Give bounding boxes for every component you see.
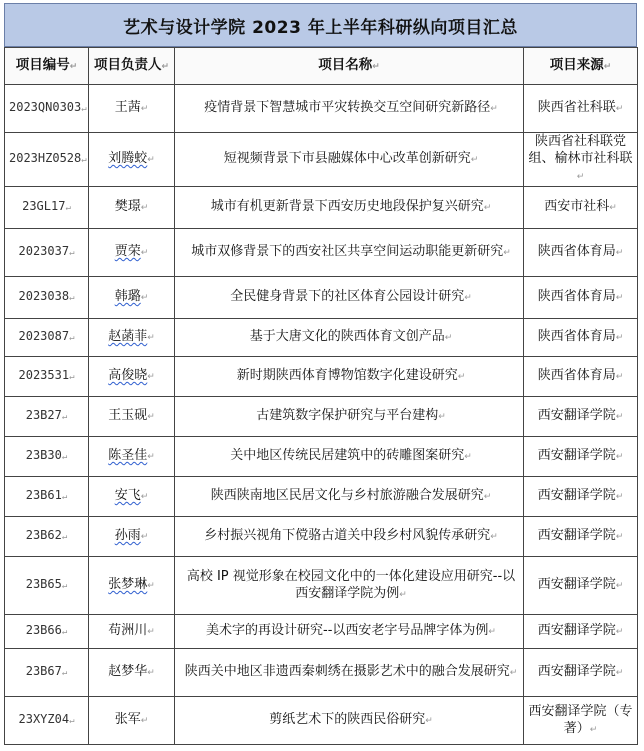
source-text: 陕西省体育局: [537, 368, 616, 383]
leader-text: 孙雨: [114, 528, 141, 543]
paragraph-mark-icon: ↵: [615, 248, 624, 258]
project-code-cell: [5, 133, 89, 187]
paragraph-mark-icon: ↵: [61, 412, 68, 422]
project-leader-cell: [89, 397, 175, 437]
paragraph-mark-icon: ↵: [615, 333, 624, 343]
name-text: 乡村振兴视角下傥骆古道关中段乡村风貌传承研究: [204, 528, 491, 543]
name-text: 剪纸艺术下的陕西民俗研究: [269, 712, 426, 727]
code-text: 2023HZ0528: [9, 151, 82, 165]
project-code-cell: [5, 477, 89, 517]
leader-text: 苟洲川: [108, 623, 148, 638]
project-name-cell: [175, 437, 524, 477]
project-name-cell: [175, 649, 524, 697]
paragraph-mark-icon: ↵: [81, 104, 87, 114]
source-text: 西安翻译学院: [537, 448, 616, 463]
paragraph-mark-icon: ↵: [615, 627, 624, 637]
source-text: 陕西省体育局: [537, 244, 616, 259]
paragraph-mark-icon: ↵: [147, 412, 155, 422]
source-text: 陕西省社科联党组、榆林市社科联: [528, 134, 633, 166]
table-row: [5, 187, 638, 229]
project-leader-cell: [89, 517, 175, 557]
table-row: [5, 517, 638, 557]
table-body: [5, 85, 638, 745]
project-source-cell: [524, 615, 638, 649]
code-text: 23B67: [25, 664, 62, 678]
project-leader-cell: [89, 133, 175, 187]
leader-text: 樊璟: [114, 199, 141, 214]
paragraph-mark-icon: ↵: [615, 532, 624, 542]
project-source-cell: [524, 357, 638, 397]
name-text: 疫情背景下智慧城市平灾转换交互空间研究新路径: [204, 100, 491, 115]
name-text: 关中地区传统民居建筑中的砖雕图案研究: [230, 448, 465, 463]
table-row: [5, 319, 638, 357]
leader-text: 王玉砚: [108, 408, 148, 423]
project-source-cell: [524, 277, 638, 319]
project-leader-cell: [89, 477, 175, 517]
paragraph-mark-icon: ↵: [438, 412, 446, 422]
paragraph-mark-icon: ↵: [140, 293, 149, 303]
paragraph-mark-icon: ↵: [69, 333, 75, 343]
name-text: 城市有机更新背景下西安历史地段保护复兴研究: [210, 199, 484, 214]
paragraph-mark-icon: ↵: [615, 452, 624, 462]
name-text: 高校 IP 视觉形象在校园文化中的一体化建设应用研究--以西安翻译学院为例: [186, 568, 516, 601]
paragraph-mark-icon: ↵: [69, 248, 75, 258]
code-text: 2023QN0303: [9, 100, 82, 114]
paragraph-mark-icon: ↵: [61, 668, 68, 678]
project-code-cell: [5, 697, 89, 745]
paragraph-mark-icon: ↵: [615, 293, 624, 303]
project-source-cell: [524, 229, 638, 277]
paragraph-mark-icon: ↵: [457, 372, 466, 382]
paragraph-mark-icon: ↵: [61, 532, 68, 542]
paragraph-mark-icon: ↵: [69, 372, 75, 382]
project-leader-cell: [89, 319, 175, 357]
paragraph-mark-icon: ↵: [147, 627, 155, 637]
project-leader-cell: [89, 357, 175, 397]
table-row: [5, 277, 638, 319]
leader-text: 赵梦华: [108, 664, 148, 679]
source-text: 西安翻译学院: [537, 664, 616, 679]
paragraph-mark-icon: ↵: [61, 581, 68, 591]
table-row: [5, 697, 638, 745]
paragraph-mark-icon: ↵: [147, 452, 155, 462]
table-row: [5, 477, 638, 517]
project-leader-cell: [89, 229, 175, 277]
paragraph-mark-icon: ↵: [147, 581, 155, 591]
paragraph-mark-icon: ↵: [470, 155, 479, 165]
name-text: 新时期陕西体育博物馆数字化建设研究: [236, 368, 458, 383]
project-code-cell: [5, 319, 89, 357]
source-text: 陕西省体育局: [537, 329, 616, 344]
project-source-cell: [524, 697, 638, 745]
project-leader-cell: [89, 649, 175, 697]
leader-text: 张梦琳: [108, 577, 148, 592]
table-row: [5, 229, 638, 277]
table-row: [5, 615, 638, 649]
source-text: 西安翻译学院: [537, 623, 616, 638]
paragraph-mark-icon: ↵: [464, 452, 472, 462]
project-code-cell: [5, 517, 89, 557]
source-text: 西安翻译学院: [537, 408, 616, 423]
paragraph-mark-icon: ↵: [69, 716, 75, 726]
paragraph-mark-icon: ↵: [140, 248, 149, 258]
leader-text: 安飞: [114, 488, 141, 503]
paragraph-mark-icon: ↵: [65, 203, 71, 213]
source-text: 陕西省社科联: [537, 100, 616, 115]
source-text: 西安翻译学院: [537, 577, 616, 592]
project-name-cell: [175, 319, 524, 357]
code-text: 23GL17: [22, 199, 66, 213]
project-leader-cell: [89, 277, 175, 319]
paragraph-mark-icon: ↵: [140, 492, 149, 502]
name-text: 古建筑数字保护研究与平台建构: [256, 408, 439, 423]
paragraph-mark-icon: ↵: [615, 492, 624, 502]
code-text: 23B61: [25, 488, 62, 502]
project-source-cell: [524, 397, 638, 437]
source-text: 西安翻译学院: [537, 528, 616, 543]
project-code-cell: [5, 229, 89, 277]
paragraph-mark-icon: ↵: [69, 293, 75, 303]
project-leader-cell: [89, 615, 175, 649]
table-row: [5, 357, 638, 397]
project-source-cell: [524, 557, 638, 615]
paragraph-mark-icon: ↵: [503, 248, 511, 258]
project-code-cell: [5, 357, 89, 397]
paragraph-mark-icon: ↵: [490, 532, 498, 542]
paragraph-mark-icon: ↵: [61, 627, 68, 637]
project-name-cell: [175, 557, 524, 615]
table-row: [5, 649, 638, 697]
paragraph-mark-icon: ↵: [490, 104, 498, 114]
paragraph-mark-icon: ↵: [589, 724, 598, 735]
project-leader-cell: [89, 557, 175, 615]
project-code-cell: [5, 397, 89, 437]
project-source-cell: [524, 649, 638, 697]
paragraph-mark-icon: ↵: [425, 716, 433, 726]
project-name-cell: [175, 229, 524, 277]
paragraph-mark-icon: ↵: [61, 492, 68, 502]
project-name-cell: [175, 357, 524, 397]
code-text: 2023531: [18, 368, 70, 382]
code-text: 23B66: [25, 623, 62, 637]
leader-text: 刘腾蛟: [108, 151, 148, 166]
project-code-cell: [5, 615, 89, 649]
paragraph-mark-icon: ↵: [615, 372, 624, 382]
project-code-cell: [5, 85, 89, 133]
project-code-cell: [5, 277, 89, 319]
paragraph-mark-icon: ↵: [509, 668, 518, 678]
paragraph-mark-icon: ↵: [399, 589, 407, 600]
table-row: [5, 133, 638, 187]
table-row: [5, 437, 638, 477]
project-source-cell: [524, 319, 638, 357]
name-text: 美术字的再设计研究--以西安老字号品牌字体为例: [206, 623, 489, 638]
header-name: 项目名称↵: [175, 48, 524, 85]
project-name-cell: [175, 187, 524, 229]
project-name-cell: [175, 397, 524, 437]
paragraph-mark-icon: ↵: [81, 155, 87, 165]
project-source-cell: [524, 133, 638, 187]
paragraph-mark-icon: ↵: [147, 372, 155, 382]
project-table: [4, 47, 638, 745]
header-code: 项目编号↵: [5, 48, 89, 85]
code-text: 23B27: [25, 408, 62, 422]
table-row: [5, 85, 638, 133]
project-code-cell: [5, 437, 89, 477]
name-text: 短视频背景下市县融媒体中心改革创新研究: [223, 151, 471, 166]
paragraph-mark-icon: ↵: [444, 333, 453, 343]
leader-text: 赵菡菲: [108, 329, 148, 344]
leader-text: 韩璐: [114, 289, 141, 304]
code-text: 23B65: [25, 577, 62, 591]
project-source-cell: [524, 85, 638, 133]
paragraph-mark-icon: ↵: [140, 532, 149, 542]
paragraph-mark-icon: ↵: [488, 627, 496, 637]
project-name-cell: [175, 133, 524, 187]
paragraph-mark-icon: ↵: [147, 333, 155, 343]
project-leader-cell: [89, 437, 175, 477]
source-text: 西安翻译学院（专著）: [528, 703, 633, 736]
paragraph-mark-icon: ↵: [609, 203, 617, 213]
project-leader-cell: [89, 85, 175, 133]
paragraph-mark-icon: ↵: [576, 172, 585, 182]
project-code-cell: [5, 187, 89, 229]
paragraph-mark-icon: ↵: [615, 104, 624, 114]
paragraph-mark-icon: ↵: [140, 104, 149, 114]
name-text: 城市双修背景下的西安社区共享空间运动职能更新研究: [191, 244, 504, 259]
paragraph-mark-icon: ↵: [483, 203, 492, 213]
leader-text: 陈圣佳: [108, 448, 148, 463]
table-row: [5, 557, 638, 615]
name-text: 全民健身背景下的社区体育公园设计研究: [230, 289, 465, 304]
source-text: 西安翻译学院: [537, 488, 616, 503]
project-name-cell: [175, 85, 524, 133]
header-source: 项目来源↵: [524, 48, 638, 85]
paragraph-mark-icon: ↵: [147, 668, 155, 678]
code-text: 23B62: [25, 528, 62, 542]
paragraph-mark-icon: ↵: [483, 492, 492, 502]
source-text: 西安市社科: [544, 199, 610, 214]
code-text: 2023038: [18, 289, 70, 303]
paragraph-mark-icon: ↵: [615, 581, 624, 591]
paragraph-mark-icon: ↵: [140, 203, 149, 213]
project-name-cell: [175, 277, 524, 319]
table-title: 艺术与设计学院 2023 年上半年科研纵向项目汇总: [4, 3, 637, 47]
summary-sheet: [4, 3, 637, 745]
project-leader-cell: [89, 187, 175, 229]
project-code-cell: [5, 557, 89, 615]
paragraph-mark-icon: ↵: [464, 293, 472, 303]
code-text: 23B30: [25, 448, 62, 462]
name-text: 基于大唐文化的陕西体育文创产品: [249, 329, 445, 344]
project-source-cell: [524, 517, 638, 557]
paragraph-mark-icon: ↵: [61, 452, 68, 462]
paragraph-mark-icon: ↵: [615, 412, 624, 422]
project-name-cell: [175, 697, 524, 745]
project-name-cell: [175, 477, 524, 517]
project-source-cell: [524, 437, 638, 477]
name-text: 陕西关中地区非遗西秦刺绣在摄影艺术中的融合发展研究: [184, 664, 510, 679]
project-name-cell: [175, 517, 524, 557]
paragraph-mark-icon: ↵: [147, 155, 155, 165]
paragraph-mark-icon: ↵: [615, 668, 624, 678]
name-text: 陕西陕南地区民居文化与乡村旅游融合发展研究: [210, 488, 484, 503]
project-name-cell: [175, 615, 524, 649]
code-text: 2023037: [18, 244, 70, 258]
leader-text: 高俊晓: [108, 368, 148, 383]
header-row: [5, 48, 638, 85]
project-source-cell: [524, 477, 638, 517]
code-text: 23XYZ04: [18, 712, 70, 726]
table-row: [5, 397, 638, 437]
project-source-cell: [524, 187, 638, 229]
header-leader: 项目负责人↵: [89, 48, 175, 85]
code-text: 2023087: [18, 329, 70, 343]
source-text: 陕西省体育局: [537, 289, 616, 304]
leader-text: 贾荣: [114, 244, 141, 259]
leader-text: 张军: [114, 712, 141, 727]
project-code-cell: [5, 649, 89, 697]
paragraph-mark-icon: ↵: [140, 716, 149, 726]
project-leader-cell: [89, 697, 175, 745]
leader-text: 王茜: [114, 100, 141, 115]
